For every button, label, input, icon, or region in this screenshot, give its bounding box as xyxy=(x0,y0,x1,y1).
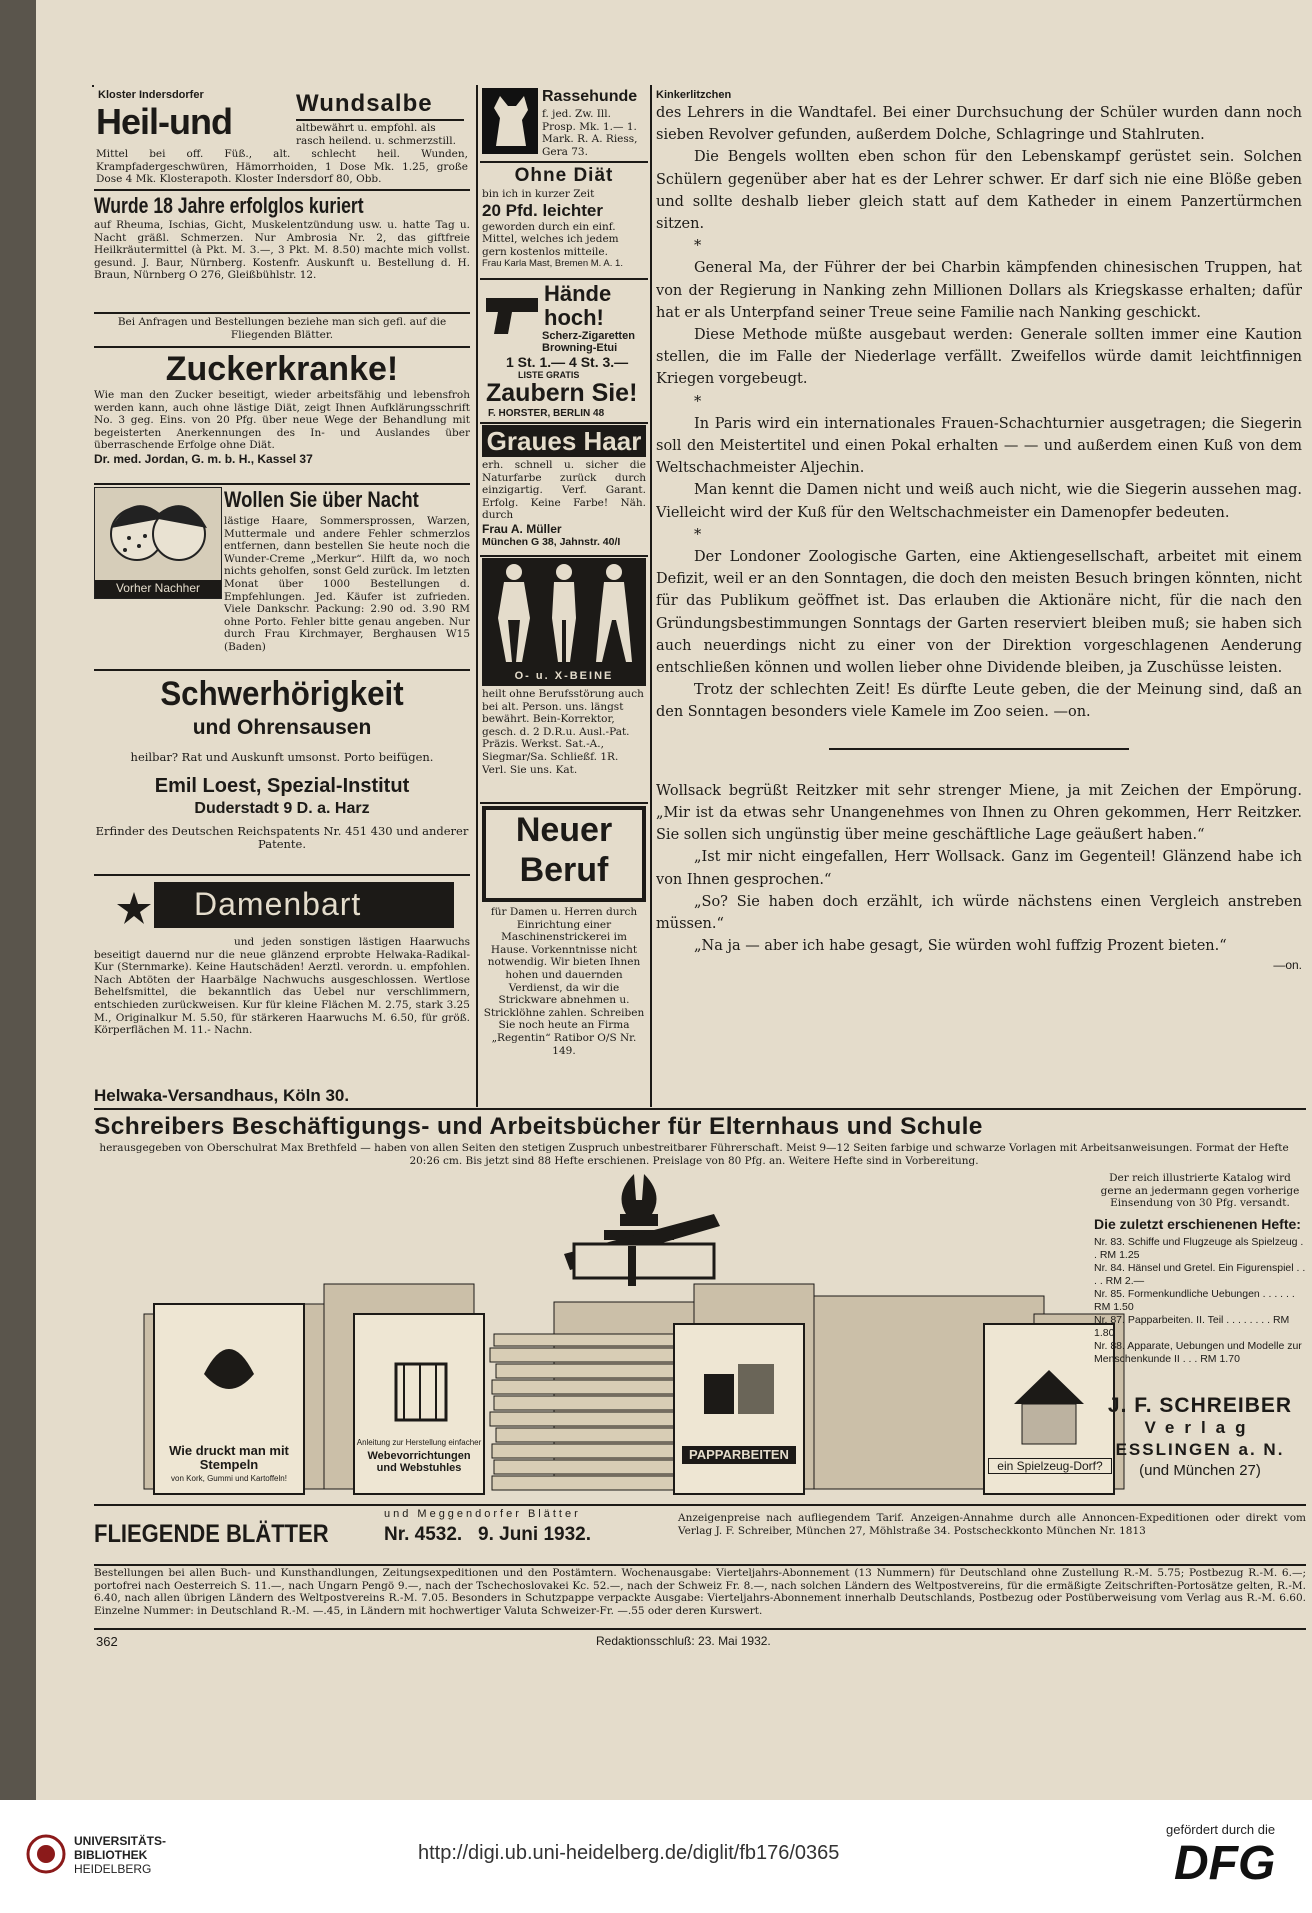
ad-heading: Wundsalbe xyxy=(296,90,433,117)
dfg-logo: DFG xyxy=(1174,1837,1276,1890)
article-paragraph: „Na ja — aber ich habe gesagt, Sie würden wohl fuffzig Prozent bieten.“ xyxy=(694,938,1227,955)
ad-heading: Wurde 18 Jahre erfolglos kuriert xyxy=(94,193,364,218)
ad-heading: Zaubern Sie! xyxy=(486,379,638,407)
banner-subtitle: herausgegeben von Oberschulrat Max Brethfeld — haben von allen Seiten den stetigen Zuspruch unbestreitbarer Führerschaft. Meist 9—12 Seiten farbige und schwarze Vorlagen mit Arbeitsanweisungen. Format der Hefte 20:26 cm. Bis jetzt sind 88 Hefte erschienen. Preislage von 80 Pfg. an. Weitere Hefte sind in Vorbereitung. xyxy=(99,1142,1289,1167)
ad-heading: Hände hoch! xyxy=(544,282,612,330)
editorial-deadline: Redaktionsschluß: 23. Mai 1932. xyxy=(596,1634,771,1648)
library-name-2: BIBLIOTHEK xyxy=(74,1848,148,1862)
banner-title: Schreibers Beschäftigungs- und Arbeitsbücher für Elternhaus und Schule xyxy=(94,1113,983,1140)
digitization-footer xyxy=(0,1800,1312,1913)
article-paragraph: Man kennt die Damen nicht und weiß auch nicht, wie die Siegerin aussehen mag. Vielleicht wird der Kuß für den Weltschachmeister ein Damenopfer bedeuten. xyxy=(656,482,1302,521)
funder-note: gefördert durch die xyxy=(1166,1822,1276,1837)
damenbart-banner xyxy=(154,882,454,928)
advert-rates: Anzeigenpreise nach aufliegendem Tarif. Anzeigen-Annahme durch alle Annoncen-Expeditionen oder direkt vom Verlag J. F. Schreiber, München 27, Möhlstraße 34. Postscheckkonto München Nr. 1813 xyxy=(678,1512,1306,1537)
ad-text: Erfinder des Deutschen Reichspatents Nr. 451 430 und anderer Patente. xyxy=(95,823,469,851)
story-signature: —on. xyxy=(1273,958,1302,973)
ad-text: Mittel bei off. Füß., alt. schlecht heil. Wunden, Krampfadergeschwüren, Hämorrhoiden, 1 Dose Mk. 1.25, große Dose 4 Mk. Klosterapoth. Kloster Indersdorf 80, Obb. xyxy=(96,148,468,186)
ad-wundsalbe xyxy=(94,87,470,187)
ad-text: bin ich in kurzer Zeit xyxy=(482,188,595,200)
ad-heading: Schwerhörigkeit xyxy=(160,675,404,713)
ad-highlight: 20 Pfd. leichter xyxy=(482,200,603,220)
ad-text: erh. schnell u. sicher die Naturfarbe zurück durch einzigartig. Verf. Garant. Erfolg. Keine Farbe! Näh. durch xyxy=(482,459,646,522)
ad-haende-hoch xyxy=(482,282,646,420)
imprint xyxy=(94,1506,1306,1566)
permalink-url[interactable]: http://digi.ub.uni-heidelberg.de/diglit/fb176/0365 xyxy=(418,1842,840,1864)
ad-text: Kloster Indersdorfer xyxy=(98,89,204,101)
ad-neuer-beruf xyxy=(482,806,646,1106)
publisher-city2: (und München 27) xyxy=(1139,1462,1261,1479)
ad-heading: Graues Haar xyxy=(486,426,642,456)
ad-text: Wie man den Zucker beseitigt, wieder arbeitsfähig und lebensfroh werden kann, auch ohne lästige Diät, zeigt Ihnen Aufklärungsschrift No. 3 geg. Eins. von 20 Pfg. über neue Wege der Behandlung mit begeisterten Anerkennungen des In- und Auslandes über überraschende Erfolge ohne Diät. xyxy=(94,389,470,452)
issue-date: 9. Juni 1932. xyxy=(478,1524,592,1545)
article-paragraph: Wollsack begrüßt Reitzker mit sehr strenger Miene, ja mit Zeichen der Empörung. „Mir ist da etwas sehr Unangenehmes von Ihnen zu Ohren gekommen, Herr Reitzker. Sie sollen sich ungünstig über meine geschäftliche Lage geäußert haben.“ xyxy=(656,782,1302,844)
ad-heading: Beruf xyxy=(519,851,609,889)
hefte-list xyxy=(1094,1236,1306,1366)
ad-address: Dr. med. Jordan, G. m. b. H., Kassel 37 xyxy=(94,451,313,466)
ad-address: Duderstadt 9 D. a. Harz xyxy=(194,799,370,817)
book-title-box xyxy=(682,1446,796,1464)
ad-text: heilbar? Rat und Auskunft umsonst. Porto beifügen. xyxy=(130,750,434,764)
book-title: ein Spielzeug-Dorf? xyxy=(988,1458,1112,1474)
article-column xyxy=(656,88,1302,1104)
schreiber-banner xyxy=(94,1112,1306,1502)
ad-text: f. jed. Zw. Ill. Prosp. Mk. 1.— 1. Mark. R. A. Riess, Gera 73. xyxy=(542,108,638,158)
publisher-city: ESSLINGEN a. N. xyxy=(1115,1440,1285,1459)
ad-text: LISTE GRATIS xyxy=(518,370,580,380)
ad-name: Frau A. Müller xyxy=(482,521,562,536)
ad-text: für Damen u. Herren durch Einrichtung einer Maschinenstrickerei im Hause. Vorkenntnisse nicht notwendig. Wir bieten Ihnen hohen und dauernden Verdienst, da wir die Strickware abnehmen u. Stricklöhne zahlen. Schreiben Sie noch heute an Firma „Regentin“ Ratibor O/S Nr. 149. xyxy=(483,906,645,1057)
heft-entry: Nr. 88. Apparate, Uebungen und Modelle zur Menschenkunde II . . . RM 1.70 xyxy=(1094,1340,1302,1365)
ad-zuckerkranke xyxy=(94,349,470,481)
joke-story xyxy=(656,780,1302,958)
ad-price: 1 St. 1.— 4 St. 3.— xyxy=(506,354,629,370)
subscription-info: Bestellungen bei allen Buch- und Kunsthandlungen, Zeitungsexpeditionen und den Postämtern. Wochenausgabe: Vierteljahrs-Abonnement (13 Nummern) für Deutschland ohne Zustellung R.-M. 5.75; Postbezug R.-M. 6.—; portofrei nach Oesterreich S. 11.—, nach Ungarn Pengö 9.—, nach der Tschechoslovakei Kc. 52.—, nach der Schweiz Fr. 8.—, nach solchen Ländern des Weltpostvereins, für die ermäßigte Zeitschriften-Portosätze gelten, R.-M. 6.40, nach allen übrigen Ländern des Weltpostvereins R.-M. 7.05. Besonders in Schutzpappe verpackte Ausgabe: Vierteljahrs-Abonnement innerhalb Deutschlands, Postbezug oder Postüberweisung vom Verlag aus R.-M. 6.60. Einzelne Nummer: in Deutschland R.-M. —.45, in Ländern mit hochwertiger Valuta Schweizer-Fr. —.55 oder deren Kurswert. xyxy=(94,1567,1306,1617)
heft-entry: Nr. 87. Papparbeiten. II. Teil . . . . . . . . RM 1.80 xyxy=(1094,1314,1290,1339)
picture-caption: Vorher Nachher xyxy=(115,581,201,595)
heft-entry: Nr. 85. Formenkundliche Uebungen . . . . . . RM 1.50 xyxy=(1094,1288,1295,1313)
graues-haar-banner xyxy=(482,425,646,457)
books-illustration xyxy=(134,1174,1138,1496)
ad-ohne-diaet xyxy=(482,164,646,276)
article-running-head: Kinkerlitzchen xyxy=(656,89,732,101)
ad-name: Emil Loest, Spezial-Institut xyxy=(154,774,410,797)
ad-heading: Wollen Sie über Nacht xyxy=(224,487,419,512)
article-paragraph: In Paris wird ein internationales Frauen-Schachturnier ausgetragen; die Siegerin soll den Meistertitel und einen Pokal erhalten — — und außerdem einen Kuß von dem Weltschachmeister Aljechin. xyxy=(656,415,1302,477)
hefte-heading: Die zuletzt erschienenen Hefte: xyxy=(1094,1216,1301,1232)
ad-text: Scherz-Zigaretten Browning-Etui xyxy=(542,330,635,354)
ad-heading: Heil-und xyxy=(96,101,232,142)
publisher-name: J. F. SCHREIBER xyxy=(1107,1394,1293,1417)
ad-rassehunde xyxy=(482,88,646,160)
ad-address: Helwaka-Versandhaus, Köln 30. xyxy=(94,1086,350,1105)
ad-text: auf Rheuma, Ischias, Gicht, Muskelentzündung usw. u. hatte Tag u. Nacht gräßl. Schmerzen. Nur Ambrosia Nr. 2, das giftfreie Heilkräutermittel (à Pkt. M. 3.—, 3 Pkt. M. 8.50) machte mich vollst. gesund. J. Baur, Nürnberg. Kostenfr. Auskunft u. Bestellung d. H. Braun, Nürnberg O 276, Gleißbühlstr. 12. xyxy=(94,219,470,282)
article-paragraph: Trotz der schlechten Zeit! Es dürfte Leute geben, die der Meinung sind, daß an den Sonntagen besonders viele Kamele im Zoo seien. —on. xyxy=(656,682,1302,721)
section-separator: * xyxy=(694,526,702,543)
book-title: Wie druckt man mit Stempeln xyxy=(169,1443,289,1472)
ad-text: heilt ohne Berufsstörung auch bei alt. Person. uns. längst bewährt. Bein-Korrektor, gesch. d. 2 D.R.u. Ausl.-Pat. Präzis. Werkst. Sat.-A., Siegmar/Sa. Schließf. 1R. Verl. Sie uns. Kat. xyxy=(482,688,644,776)
ad-kuriert xyxy=(94,193,470,311)
university-seal-icon xyxy=(26,1834,66,1874)
reader-note: Bei Anfragen und Bestellungen beziehe man sich gefl. auf die Fliegenden Blätter. xyxy=(117,316,447,341)
library-name-3: HEIDELBERG xyxy=(74,1862,152,1876)
dog-icon xyxy=(482,88,538,154)
book-subtitle: von Kork, Gummi und Kartoffeln! xyxy=(171,1474,287,1483)
magazine-title: FLIEGENDE BLÄTTER xyxy=(94,1520,329,1548)
heft-entry: Nr. 84. Hänsel und Gretel. Ein Figurenspiel . . . . RM 2.— xyxy=(1094,1262,1306,1287)
publisher-label: Verlag xyxy=(1144,1418,1256,1437)
library-name-1: UNIVERSITÄTS- xyxy=(74,1834,167,1848)
catalog-note: Der reich illustrierte Katalog wird gerne an jedermann gegen vorherige Einsendung von 30 Pfg. versandt. xyxy=(1100,1172,1300,1210)
article-paragraph: Der Londoner Zoologische Garten, eine Aktiengesellschaft, arbeitet mit einem Defizit, weil er an den Sonntagen, die doch den meisten Besuch bringen könnten, nicht für das Publikum geöffnet ist. Das erlauben die Aktionäre nicht, für die nach den Gründungsbestimmungen Sonntags der Garten reserviert bleiben muß; sie haben sich auch neuerdings nicht zu einer von der Direktion vorgeschlagenen Aenderung entschließen können und wollen lieber ohne Dividende bleiben, ja Zuschüsse leisten. xyxy=(656,549,1302,677)
before-after-picture xyxy=(94,487,222,599)
section-separator: * xyxy=(694,238,702,255)
book-subtitle: Anleitung zur Herstellung einfacher xyxy=(356,1438,482,1447)
article-paragraph: „Ist mir nicht eingefallen, Herr Wollsack. Ganz im Gegenteil! Glänzend habe ich von Ihnen gesprochen.“ xyxy=(656,849,1302,888)
heft-entry: Nr. 83. Schiffe und Flugzeuge als Spielzeug . . RM 1.25 xyxy=(1094,1236,1304,1261)
ad-text: altbewährt u. empfohl. als rasch heilend. u. schmerzstill. xyxy=(296,122,456,147)
ad-schwerhoerigkeit xyxy=(94,673,470,873)
page-number: 362 xyxy=(96,1634,118,1649)
picture-caption: O- u. X-BEINE xyxy=(514,670,614,682)
ad-graues-haar xyxy=(482,425,646,553)
newspaper-page xyxy=(36,0,1312,1800)
article-paragraph: „So? Sie haben doch erzählt, ich würde nächstens einen Vergleich anstreben müssen.“ xyxy=(656,893,1302,932)
ad-heading: Ohne Diät xyxy=(514,165,614,186)
ad-address: München G 38, Jahnstr. 40/I xyxy=(482,535,621,548)
article-paragraph: des Lehrers in die Wandtafel. Bei einer Durchsuchung der Schüler wurden dann noch sieben Revolver gefunden, außerdem Dolche, Schlagringe und Stahlruten. xyxy=(656,105,1302,144)
ad-heading: Zuckerkranke! xyxy=(165,350,399,388)
beruf-banner xyxy=(482,806,646,902)
section-divider xyxy=(829,748,1129,750)
ad-address: F. HORSTER, BERLIN 48 xyxy=(488,408,605,419)
book-title: Webevorrichtungen und Webstuhles xyxy=(367,1450,471,1474)
ad-subheading: und Ohrensausen xyxy=(192,716,372,739)
book-title: PAPPARBEITEN xyxy=(689,1447,789,1462)
ad-ueber-nacht xyxy=(94,487,470,667)
ad-address: Frau Karla Mast, Bremen M. A. 1. xyxy=(482,258,623,270)
ad-heading: Rassehunde xyxy=(542,88,638,105)
pistol-icon xyxy=(482,288,542,358)
ad-heading: Damenbart xyxy=(194,886,362,922)
issue-number: Nr. 4532. xyxy=(384,1524,463,1545)
article-body xyxy=(656,102,1302,724)
ad-text: geworden durch ein einf. Mittel, welches ich jedem gern kostenlos mitteile. xyxy=(482,220,619,258)
ad-damenbart xyxy=(94,878,470,1108)
legs-picture xyxy=(482,558,646,686)
magazine-subtitle: und Meggendorfer Blätter xyxy=(384,1508,581,1520)
article-paragraph: Die Bengels wollten eben schon für den Lebenskampf gerüstet sein. Solchen Schülern gegenüber aber hat es der Lehrer schwer. Er darf sich nie eine Blöße geben und sollte deshalb lieber gleich statt auf dem Katheder in einem Panzertürmchen sitzen. xyxy=(656,149,1302,233)
article-paragraph: Diese Methode müßte ausgebaut werden: Generale sollten immer eine Kaution stellen, die im Falle der Niederlage verfällt. Zweifellos würde damit leichtfinnigen Kriegen vorgebeugt. xyxy=(656,327,1302,388)
ad-heading: Neuer xyxy=(515,811,613,849)
ad-text: lästige Haare, Sommersprossen, Warzen, Muttermale und andere Fehler schmerzlos entfernen, dann bestellen Sie heute noch die Wunder-Creme „Merkur“. Hilft da, wo noch nichts geholfen, sonst Geld zurück. Im letzten Monat über 1000 Bestellungen d. Empfehlungen. Jed. Käufer ist zufrieden. Viele Dankschr. Packung: 2.90 od. 3.90 RM ohne Porto. Fehler bitte genau angeben. Nur durch Frau Kirchmayer, Berghausen W15 (Baden) xyxy=(224,515,470,653)
article-paragraph: General Ma, der Führer der bei Charbin kämpfenden chinesischen Truppen, hat von der Regierung in Nanking zehn Millionen Dollars als Kriegskasse erhalten; dafür hat er als Unterpfand seiner Treue seine Familie nach Nanking geschickt. xyxy=(656,260,1302,321)
section-separator: * xyxy=(694,393,702,410)
ad-beine xyxy=(482,558,646,798)
ad-text: und jeden sonstigen lästigen Haarwuchs beseitigt dauernd nur die neue glänzend erprobte Helwaka-Radikal-Kur (Sternmarke). Keine Hautschäden! Aerztl. verordn. u. empfohlen. Nach Abtöten der Haarbälge Nachwuchs ausgeschlossen. Wertlose Behelfsmittel, die bekanntlich das Uebel nur verschlimmern, entschieden zurückweisen. Kur für kleine Flächen M. 2.75, stark 3.25 M., Originalkur M. 5.50, für stärkeren Haarwuchs M. 6.50, für größ. Körperflächen M. 11.- Nachn. xyxy=(94,936,470,1037)
